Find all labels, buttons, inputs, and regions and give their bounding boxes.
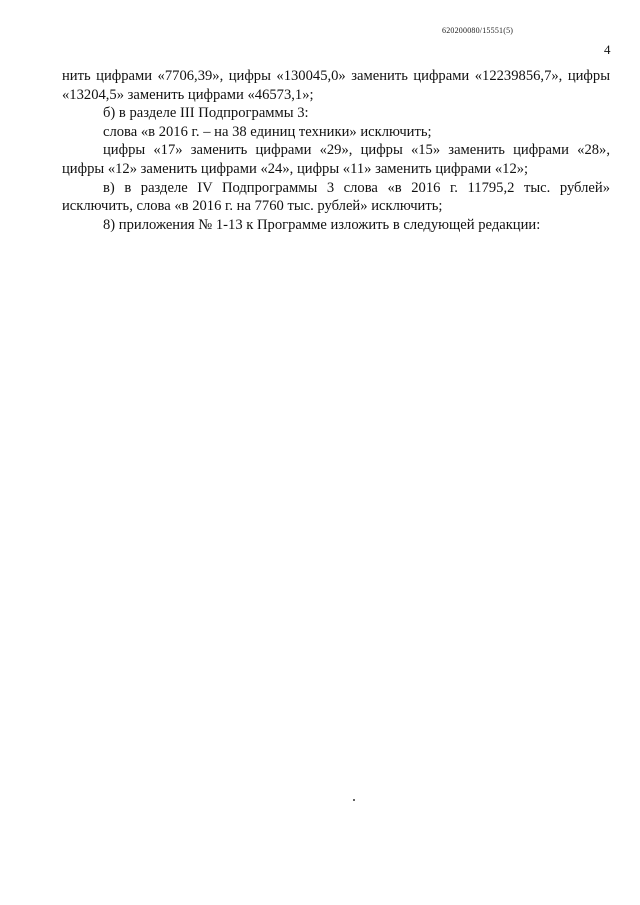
paragraph-appendices: 8) приложения № 1-13 к Программе изложить в следующей редакции: — [103, 216, 541, 233]
paragraph-continuation: нить цифрами «7706,39», цифры «130045,0» заменить цифрами «12239856,7», цифры «13204,5» заменить цифрами «46573,1»; — [62, 68, 610, 103]
paragraph-replace-digits: цифры «17» заменить цифрами «29», цифры «15» заменить цифрами «28», цифры «12» заменить цифрами «24», цифры «11» заменить цифрами «12»; — [62, 142, 610, 177]
paragraph-section-iv: в) в разделе IV Подпрограммы 3 слова «в 2016 г. 11795,2 тыс. рублей» исключить, слова «в 2016 г. на 7760 тыс. рублей» исключить; — [62, 179, 610, 215]
paragraph-exclude-words: слова «в 2016 г. – на 38 единиц техники» исключить; — [103, 123, 432, 140]
paragraph-section-iii-heading: б) в разделе III Подпрограммы 3: — [103, 105, 309, 122]
document-registration-number: 620200080/15551(5) — [442, 26, 514, 35]
page-number: 4 — [604, 42, 611, 57]
stray-dot-mark — [353, 799, 355, 801]
document-body — [62, 67, 610, 234]
